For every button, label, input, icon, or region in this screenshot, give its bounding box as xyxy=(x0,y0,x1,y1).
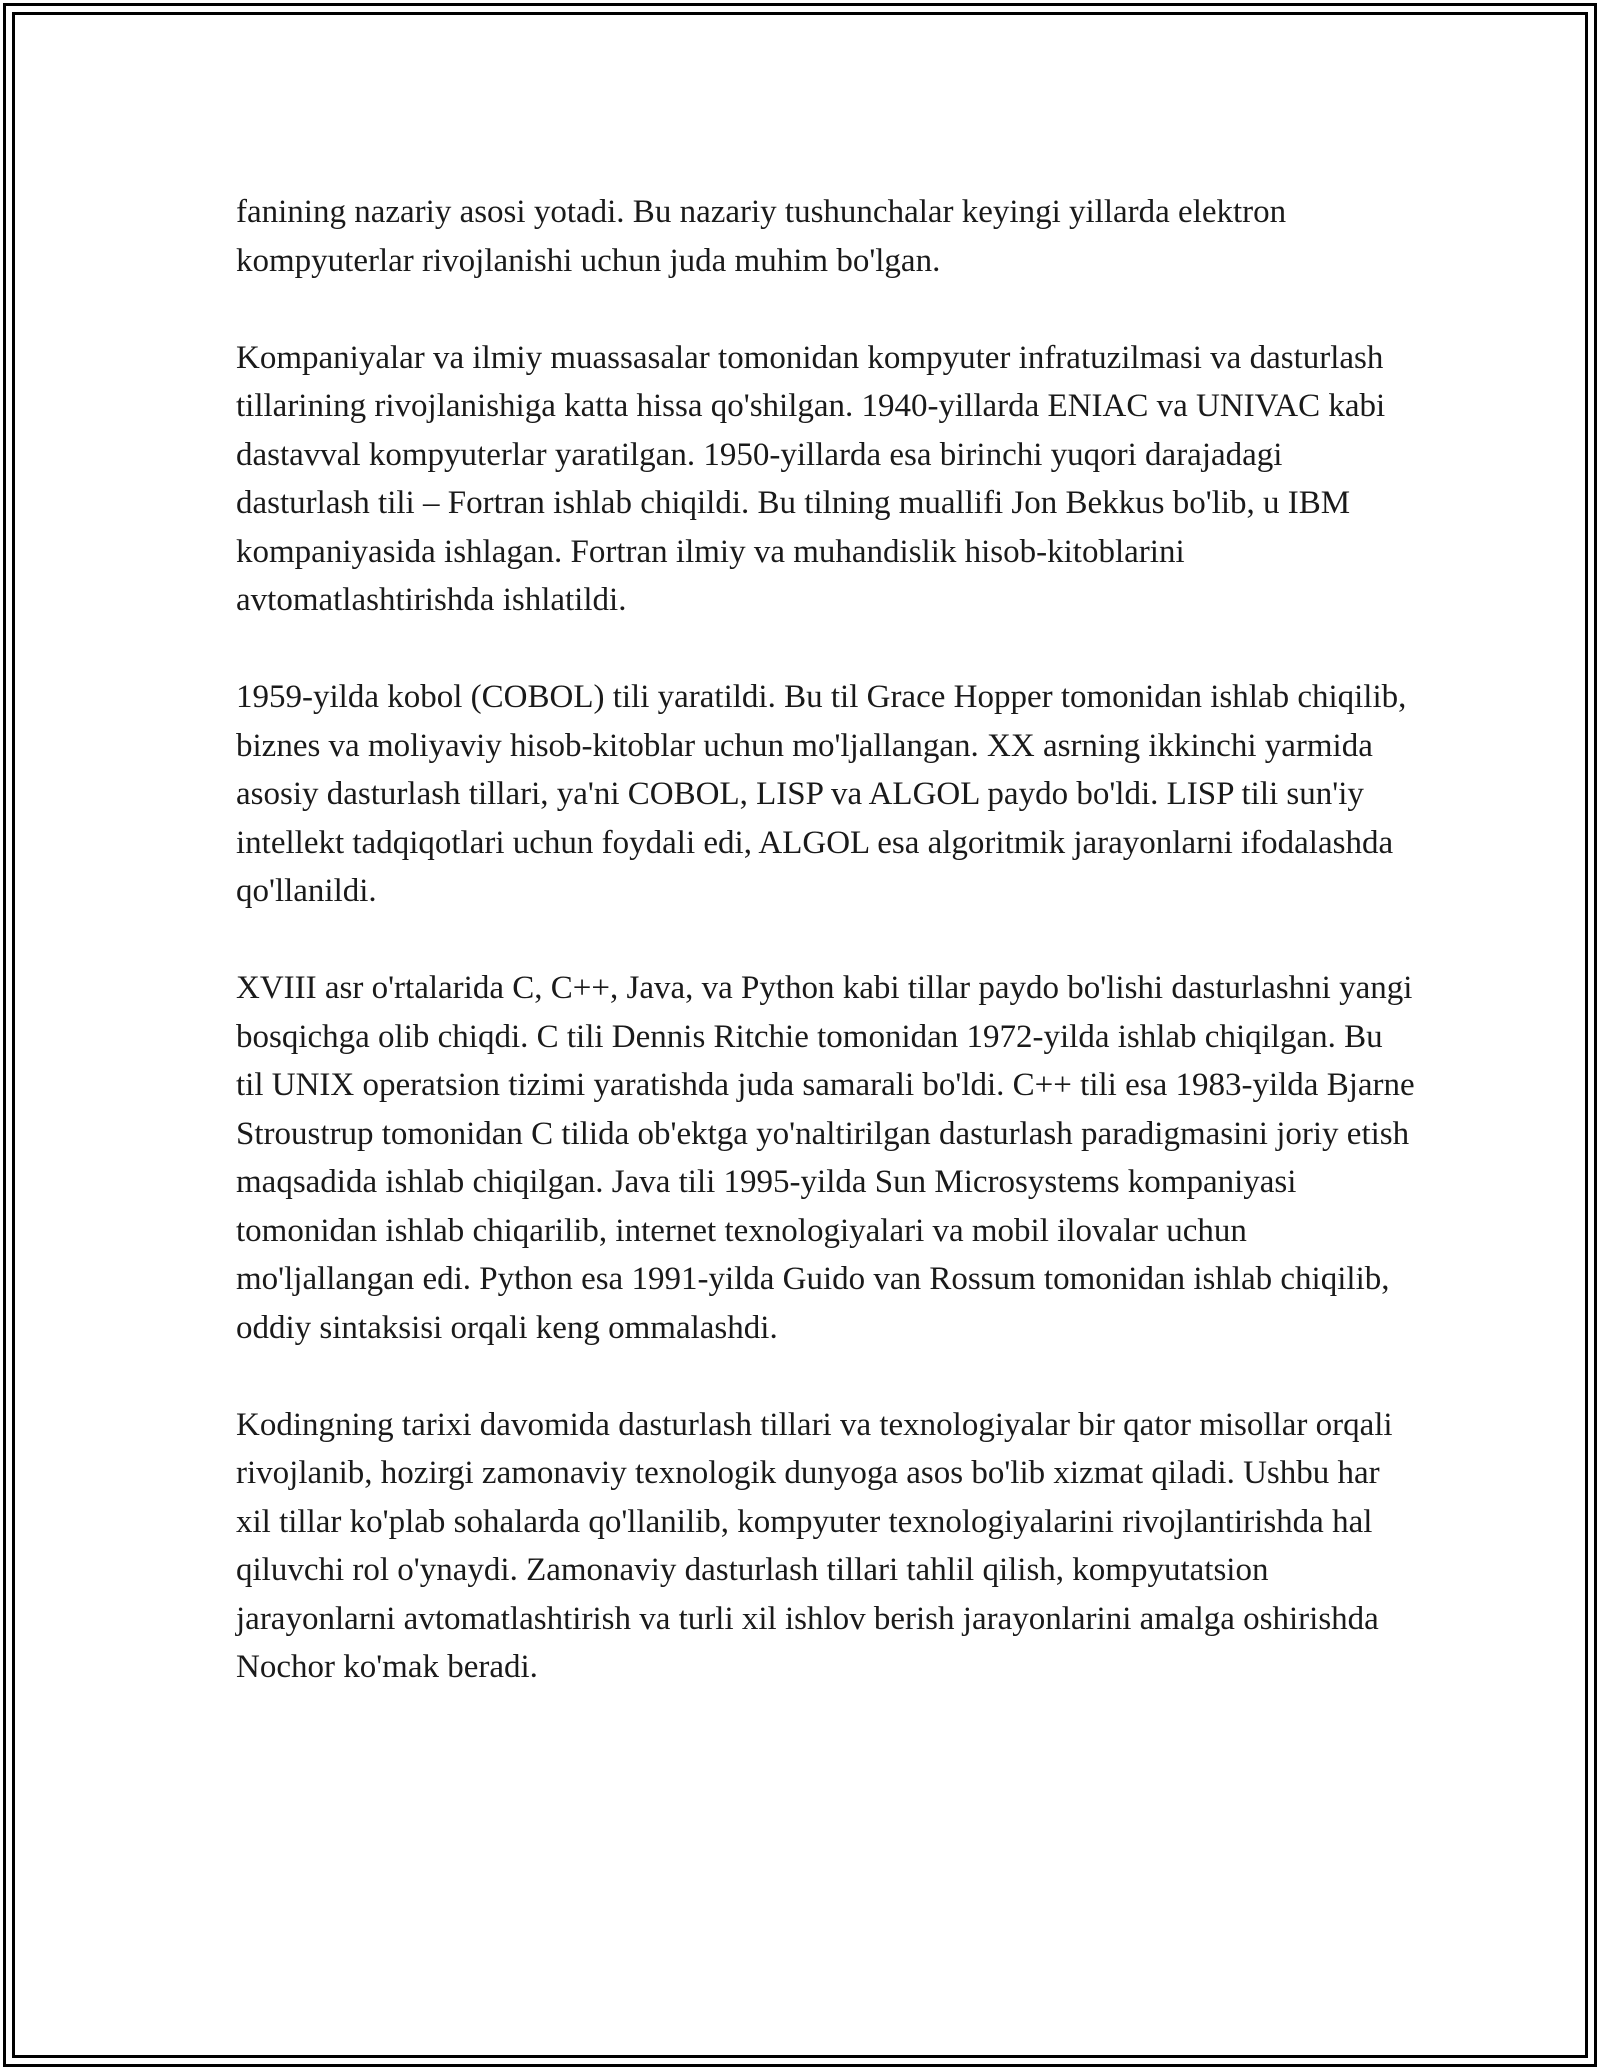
paragraph-1: fanining nazariy asosi yotadi. Bu nazariy tushunchalar keyingi yillarda elektron kompyuterlar rivojlanishi uchun juda muhim bo'lgan. xyxy=(236,194,1287,279)
paragraph-2: Kompaniyalar va ilmiy muassasalar tomonidan kompyuter infratuzilmasi va dasturlash tillarining rivojlanishiga katta hissa qo'shilgan. 1940-yillarda ENIAC va UNIVAC kabi dastavval kompyuterlar yaratilgan. 1950-yillarda esa birinchi yuqori darajadagi dasturlash tili – Fortran ishlab chiqildi. Bu tilning muallifi Jon Bekkus bo'lib, u IBM kompaniyasida ishlagan. Fortran ilmiy va muhandislik hisob-kitoblarini avtomatlashtirishda ishlatildi. xyxy=(236,339,1386,618)
document-body xyxy=(236,188,1416,1740)
paragraph-3: 1959-yilda kobol (COBOL) tili yaratildi. Bu til Grace Hopper tomonidan ishlab chiqilib, biznes va moliyaviy hisob-kitoblar uchun mo'ljallangan. XX asrning ikkinchi yarmida asosiy dasturlash tillari, ya'ni COBOL, LISP va ALGOL paydo bo'ldi. LISP tili sun'iy intellekt tadqiqotlari uchun foydali edi, ALGOL esa algoritmik jarayonlarni ifodalashda qo'llanildi. xyxy=(236,679,1407,909)
paragraph-5: Kodingning tarixi davomida dasturlash tillari va texnologiyalar bir qator misollar orqali rivojlanib, hozirgi zamonaviy texnologik dunyoga asos bo'lib xizmat qiladi. Ushbu har xil tillar ko'plab sohalarda qo'llanilib, kompyuter texnologiyalarini rivojlantirishda hal qiluvchi rol o'ynaydi. Zamonaviy dasturlash tillari tahlil qilish, kompyutatsion jarayonlarni avtomatlashtirish va turli xil ishlov berish jarayonlarini amalga oshirishda Nochor ko'mak beradi. xyxy=(236,1406,1393,1685)
paragraph-4: XVIII asr o'rtalarida C, C++, Java, va Python kabi tillar paydo bo'lishi dasturlashni yangi bosqichga olib chiqdi. C tili Dennis Ritchie tomonidan 1972-yilda ishlab chiqilgan. Bu til UNIX operatsion tizimi yaratishda juda samarali bo'ldi. C++ tili esa 1983-yilda Bjarne Stroustrup tomonidan C tilida ob'ektga yo'naltirilgan dasturlash paradigmasini joriy etish maqsadida ishlab chiqilgan. Java tili 1995-yilda Sun Microsystems kompaniyasi tomonidan ishlab chiqarilib, internet texnologiyalari va mobil ilovalar uchun mo'ljallangan edi. Python esa 1991-yilda Guido van Rossum tomonidan ishlab chiqilib, oddiy sintaksisi orqali keng ommalashdi. xyxy=(236,970,1415,1346)
